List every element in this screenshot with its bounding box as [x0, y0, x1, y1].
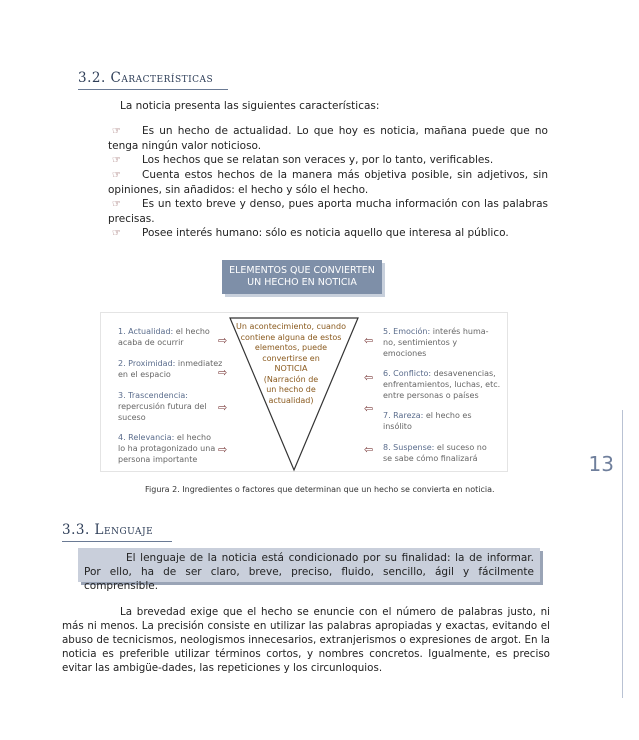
pointing-hand-icon: ☞ [112, 228, 121, 239]
factor-proximidad: 2. Proximidad: inmediatez en el espacio [118, 359, 223, 379]
page-number: 13 [588, 452, 614, 476]
factor-conflicto: 6. Conflicto: desavenencias, enfrentamientos, luchas, etc. entre personas o países [383, 369, 501, 400]
factor-actualidad: 1. Actualidad: el hecho acaba de ocurrir [118, 327, 210, 347]
list-item: ☞ Cuenta estos hechos de la manera más objetiva posible, sin adjetivos, sin opiniones, sin añadidos: el hecho y sólo el hecho. [108, 169, 548, 196]
right-arrow-icon: ⇨ [218, 334, 228, 347]
body-paragraph: La brevedad exige que el hecho se enuncie con el número de palabras justo, ni más ni menos. La precisión consiste en utilizar las palabras apropiadas y exactas, evitando el abuso de tecnicismos, neologismos innecesarios, extranjerismos o expresiones de argot. En la noticia es preferible utilizar términos cortos, y nombres concretos. Igualmente, es preciso evitar las ambigüe-dades, las repeticiones y los circunloquios. [62, 606, 550, 674]
factor-rareza: 7. Rareza: el hecho es insólito [383, 411, 472, 431]
section-title-lenguaje: 3.3. Lenguaje [62, 522, 154, 538]
list-item: ☞ Es un hecho de actualidad. Lo que hoy es noticia, mañana puede que no tenga ningún valor noticioso. [108, 125, 548, 152]
left-arrow-icon: ⇦ [364, 334, 374, 347]
section-title-underline [62, 541, 172, 542]
pointing-hand-icon: ☞ [112, 199, 121, 210]
pointing-hand-icon: ☞ [112, 170, 121, 181]
section-title-caracteristicas: 3.2. Características [78, 70, 214, 86]
factor-emocion: 5. Emoción: interés huma- no, sentimientos y emociones [383, 327, 489, 358]
right-arrow-icon: ⇨ [218, 401, 228, 414]
left-arrow-icon: ⇦ [364, 443, 374, 456]
list-item: ☞ Los hechos que se relatan son veraces y, por lo tanto, verificables. [108, 153, 548, 168]
right-arrow-icon: ⇨ [218, 366, 228, 379]
page-margin-rule [622, 410, 623, 698]
figure-caption: Figura 2. Ingredientes o factores que determinan que un hecho se convierta en noticia. [145, 485, 495, 494]
left-arrow-icon: ⇦ [364, 371, 374, 384]
left-arrow-icon: ⇦ [364, 402, 374, 415]
list-item: ☞ Es un texto breve y denso, pues aporta mucha información con las palabras precisas. [108, 198, 548, 225]
pointing-hand-icon: ☞ [112, 126, 121, 137]
list-item: ☞ Posee interés humano: sólo es noticia aquello que interesa al público. [108, 226, 548, 241]
diagram-header-line: ELEMENTOS QUE CONVIERTEN [229, 265, 375, 276]
factor-suspense: 8. Suspense: el suceso no se sabe cómo finalizará [383, 443, 487, 463]
intro-text: La noticia presenta las siguientes características: [120, 100, 380, 112]
diagram-header-line: UN HECHO EN NOTICIA [247, 277, 357, 288]
triangle-center-text: Un acontecimiento, cuando contiene alguna de estos elementos, puede convertirse en NOTICIA (Narración de un hecho de actualidad) [236, 322, 346, 405]
factor-trascendencia: 3. Trascendencia: repercusión futura del suceso [118, 391, 207, 422]
highlight-box [78, 548, 540, 592]
right-arrow-icon: ⇨ [218, 443, 228, 456]
highlight-text: El lenguaje de la noticia está condicionado por su finalidad: la de informar. Por ello, ha de ser claro, breve, preciso, fluido, sencillo, ágil y fácilmente comprensible. [84, 552, 534, 592]
factor-relevancia: 4. Relevancia: el hecho lo ha protagonizado una persona importante [118, 433, 216, 464]
pointing-hand-icon: ☞ [112, 155, 121, 166]
